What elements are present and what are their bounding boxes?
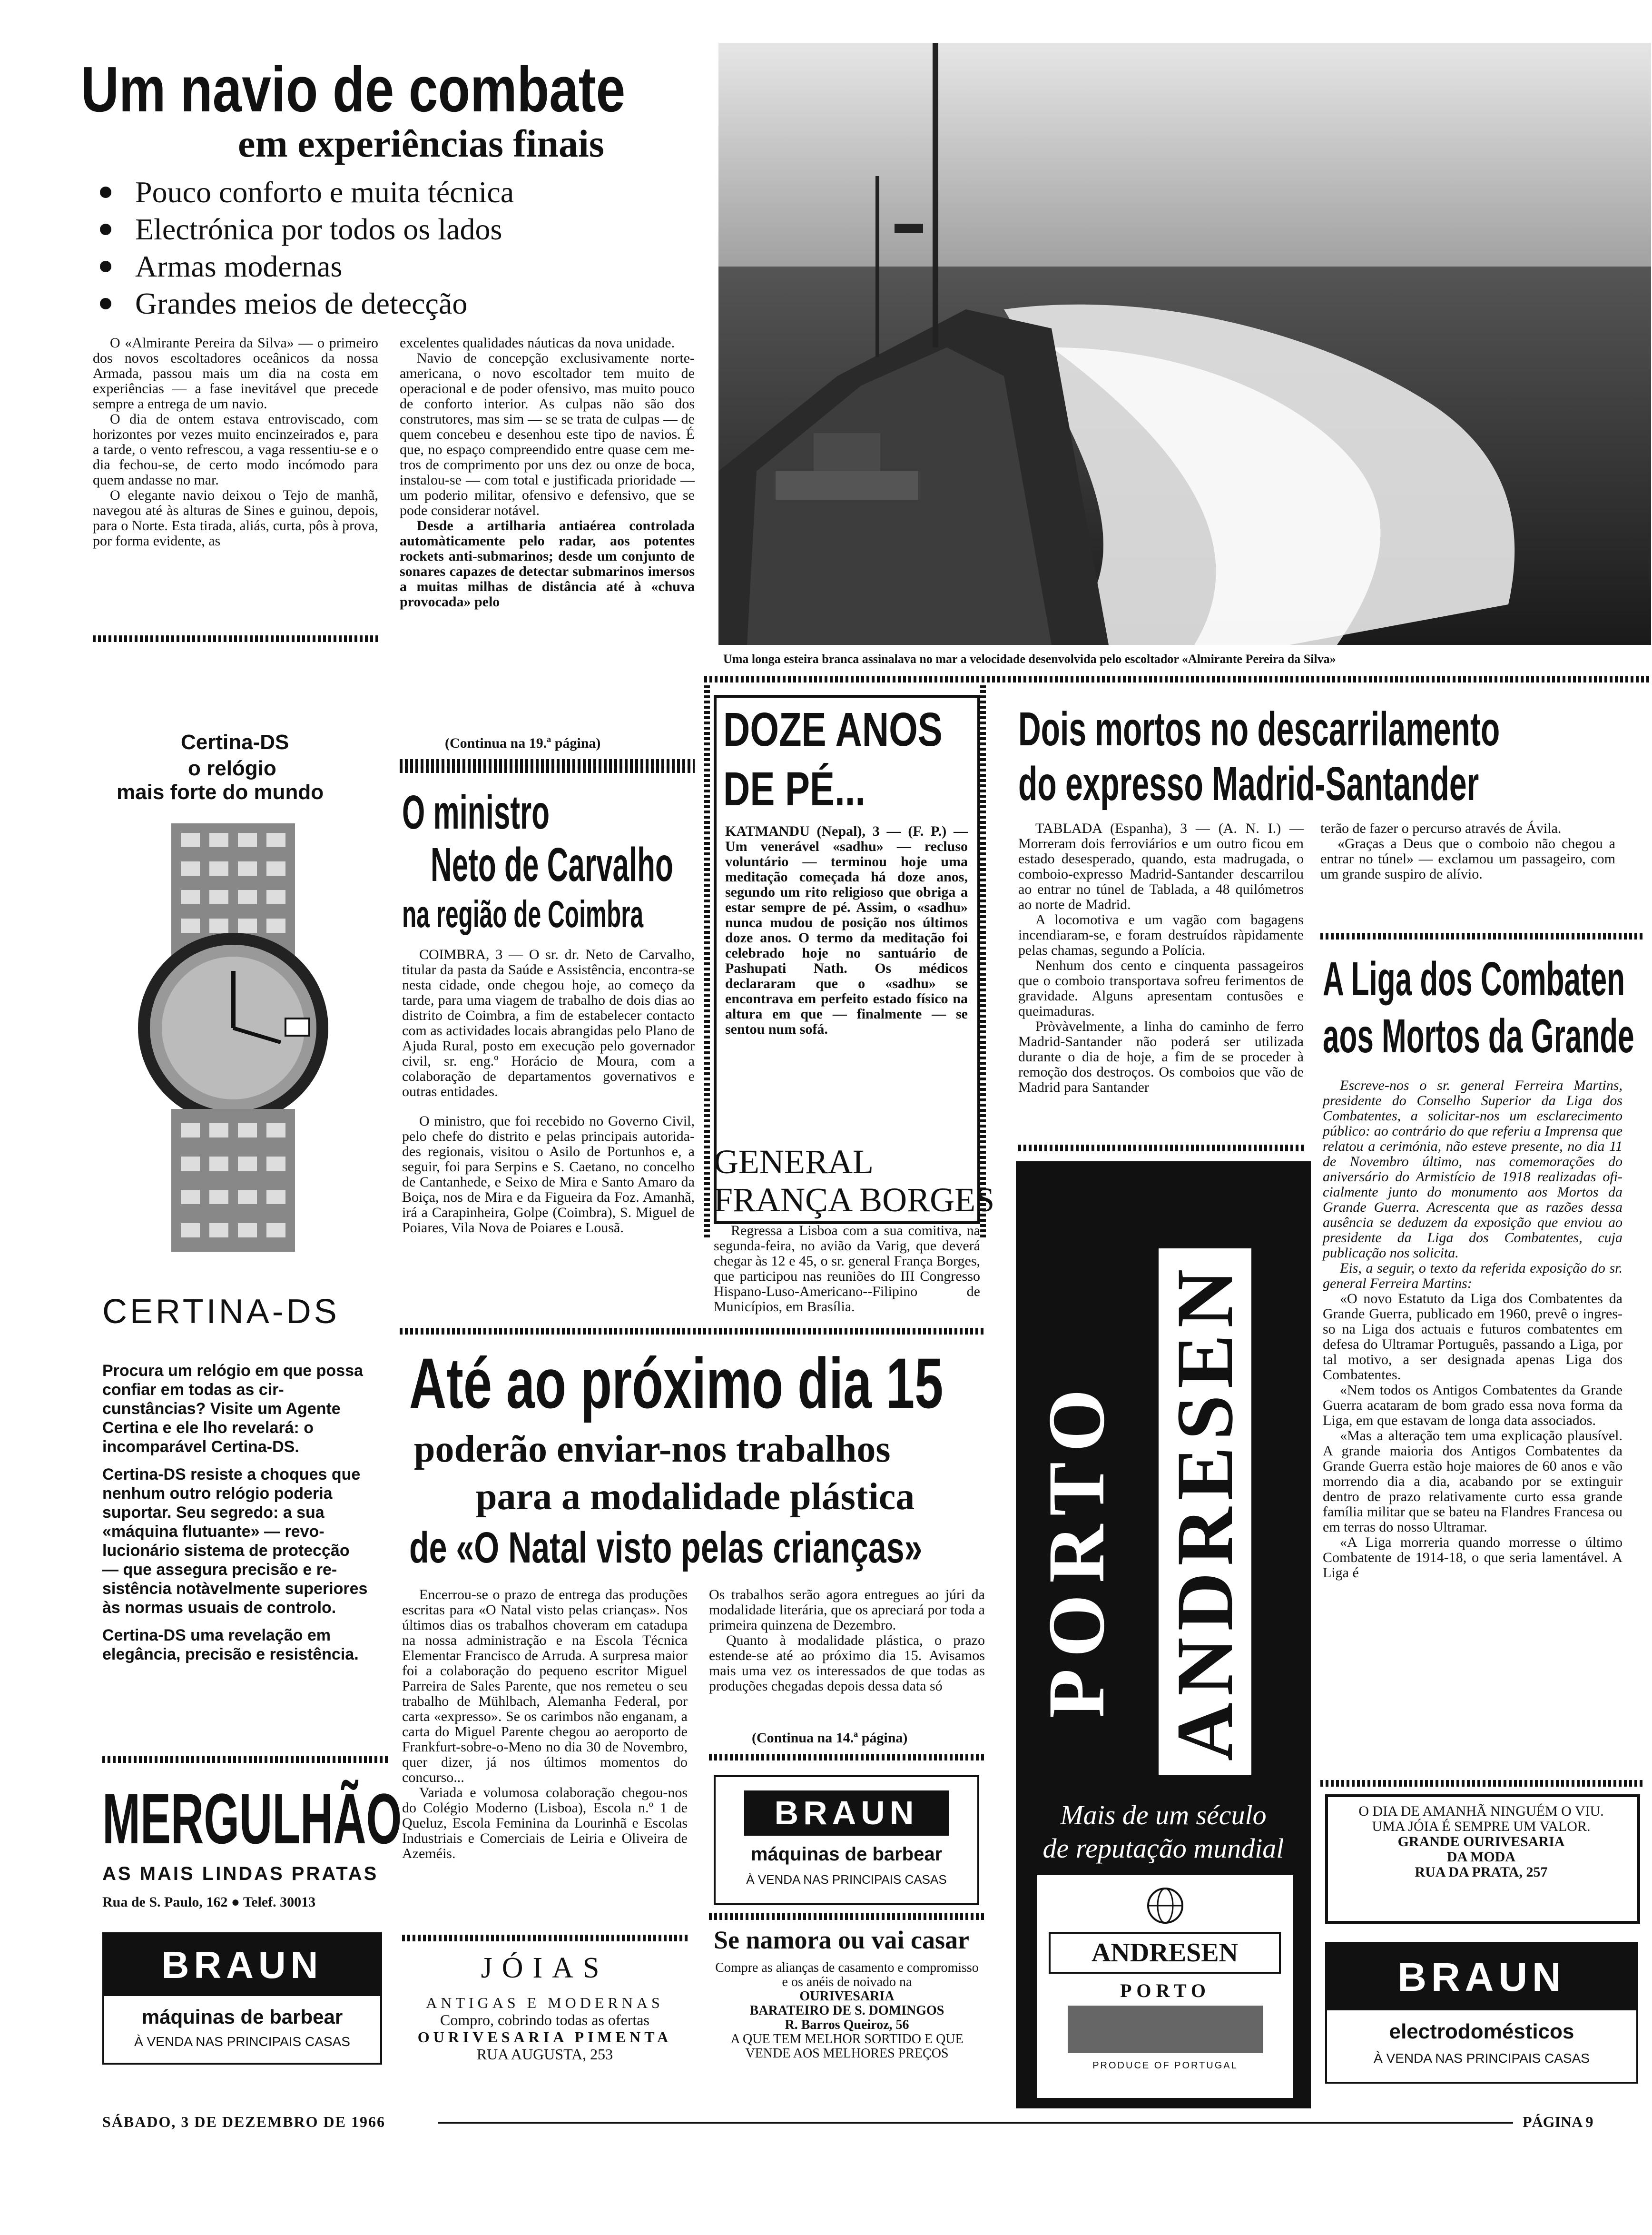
globe-icon [1146, 1887, 1184, 1925]
divider [1018, 1145, 1304, 1151]
doze-title2: DE PÉ... [723, 762, 866, 816]
subheadline-navio: em experiências finais [238, 122, 604, 165]
descarrilamento-title1: Dois mortos no descarrilamento [1018, 702, 1500, 756]
bullet-icon [100, 261, 111, 272]
braun-ad-middle [714, 1775, 979, 1905]
doze-title1: DOZE ANOS [723, 703, 943, 756]
divider [402, 1935, 688, 1941]
porto-slogan1: Mais de um século [1060, 1800, 1267, 1830]
bullet-list [100, 174, 699, 322]
divider [709, 1754, 985, 1760]
label-brand: ANDRESEN [1049, 1932, 1281, 1974]
divider [704, 676, 1651, 682]
braun-ad-left [102, 1932, 382, 2065]
ministro-title2: Neto de Carvalho [431, 838, 673, 891]
natal-column-2: Os trabalhos serão agora entregues ao júri da modalidade literária, que os apreciará por toda a primeira quinzena de Dezembro. Quanto à modalidade plástica, o prazo estende-se até ao próximo dia 15. Avisamos mais uma vez os interessados de que todas as produções chegadas depois dessa data só [709, 1587, 985, 1694]
ship-photo [718, 43, 1651, 645]
bullet-icon [100, 187, 111, 198]
general-title2: FRANÇA BORGES [714, 1181, 995, 1219]
label-signature [1068, 2006, 1263, 2053]
divider [1320, 933, 1644, 939]
natal-continua-link[interactable]: (Continua na 14.ª página) [752, 1730, 908, 1746]
certina-tag1: o relógio [188, 757, 276, 780]
divider [400, 759, 695, 766]
watch-icon [105, 823, 362, 1252]
braun-product: máquinas de barbear [141, 2006, 343, 2028]
natal-title1: Até ao próximo dia 15 [409, 1343, 944, 1423]
divider [709, 1913, 985, 1920]
ship-wake-image [718, 43, 1651, 645]
moda-ad [1325, 1794, 1640, 1924]
label-small: PRODUCE OF PORTUGAL [1092, 2060, 1238, 2071]
headline-navio: Um navio de combate [81, 53, 626, 125]
braun-logo: BRAUN [744, 1790, 949, 1836]
ministro-title1: O ministro [402, 786, 550, 839]
natal-column-1: Encerrou-se o prazo de entrega das produções escritas para «O Natal visto pelas crianças». Nos últimos dias os trabalhos choveram em catadupa na nossa administração e na Escola Técnica Elementar Francisco de Arruda. A surpresa maior foi a colaboração do pequeno escritor Miguel Parreira de Sales Parente, que nos remeteu o seu trabalho de Mühlbach, Alemanha Federal, por carta «expresso». Se os carimbos não enganam, a carta do Miguel Parente chegou ao aeroporto de Frankfurt-sobre-o-Meno no dia 30 de Novembro, quer dizer, já nos últimos momentos do concurso... Variada e volumosa colaboração chegou-nos do Colégio Moderno (Lisboa), Escola n.º 1 de Queluz, Escola Feminina da Lourinhã e Escolas Industriais e Comerciais de Leiria e Oliveira de Azeméis. [402, 1587, 688, 1861]
certina-tag2: mais forte do mundo [117, 781, 324, 804]
natal-title3: para a modalidade plástica [476, 1476, 915, 1518]
namora-title: Se namora ou vai casar [714, 1926, 969, 1954]
porto-andresen-ad [1016, 1161, 1311, 2108]
liga-title1: A Liga dos Combaten [1323, 952, 1625, 1006]
descarrilamento-column-2: terão de fazer o percurso através de Ávila. «Graças a Deus que o comboio não chegou a entrar no túnel» — exclamou um passageiro, com um grande suspiro de alívio. [1320, 821, 1615, 882]
braun-product: electrodomésticos [1389, 2020, 1574, 2043]
certina-logo: CERTINA-DS [102, 1293, 340, 1331]
braun-ad-right [1325, 1942, 1638, 2084]
mergulhao-name: MERGULHÃO [102, 1779, 402, 1859]
liga-title2: aos Mortos da Grande [1323, 1009, 1634, 1063]
footer-rule [438, 2122, 1513, 2124]
braun-sub: À VENDA NAS PRINCIPAIS CASAS [1374, 2051, 1590, 2066]
bottle-label [1037, 1875, 1293, 2098]
bullet-icon [100, 298, 111, 309]
divider [1320, 1780, 1644, 1787]
joias-text: ANTIGAS E MODERNAS Compro, cobrindo todas as ofertas OURIVESARIA PIMENTA RUA AUGUSTA, 253 [417, 1994, 672, 2063]
liga-body: Escreve-nos o sr. general Ferreira Martins, presidente do Conselho Superior da Liga dos Combatentes, a solicitar-nos um esclarecimento público: ao contrário do que referiu a Imprensa que relatou a cerimónia, não esteve presente, no dia 11 de Novembro último, nas comemorações do aniversário do Armistício de 1918 realizadas oficialmente junto do monumento aos Mortos da Grande Guerra. Acrescenta que as razões dessa ausência se deduzem da exposição que enviou ao presidente da Liga dos Combatentes, cuja publicação nos solicita. Eis, a seguir, o texto da referida exposição do sr. general Ferreira Martins: «O novo Estatuto da Liga dos Combatentes da Grande Guerra, publicado em 1960, prevê o ingresso na Liga dos actuais e futuros combatentes em defesa do Ultramar Português, passando a Liga, por tal motivo, a ser designada apenas Liga dos Combatentes. «Nem todos os Antigos Combatentes da Grande Guerra acataram de bom grado essa nova forma da Liga, em que estavam de longa data associados. «Mas a alteração tem uma explicação plausível. A grande maioria dos Antigos Combatentes da Grande Guerra estão hoje maiores de 60 anos e vão morrendo dia a dia, acabando por se extinguir dentro de prazo relativamente curto essa grande família militar que se bateu na Flandres Francesa ou em terras do nosso Ultramar. «A Liga morreria quando morresse o último Combatente de 1914-18, o que seria lamentável. A Liga é [1323, 1078, 1622, 1581]
bullet-icon [100, 224, 111, 235]
divider [400, 766, 695, 773]
doze-text: KATMANDU (Nepal), 3 — (F. P.) — Um venerável «sadhu» — recluso voluntário — terminou hoje uma meditação começada há doze anos, segundo um rito religioso que obriga a estar sempre de pé. Assim, o «sadhu» nunca mudou de posição nos últimos doze anos. O termo da meditação foi celebrado hoje no santuário de Pashupati Nath. Os médicos declararam que o «sadhu» se encontrava em perfeito estado físico na altura em que — finalmente — se sentou num sofá. [725, 823, 968, 1037]
general-title1: GENERAL [714, 1143, 874, 1181]
namora-text: Compre as alianças de casamento e compromisso e os anéis de noivado na OURIVESARIA BARATEIRO DE S. DOMINGOS R. Barros Queiroz, 56 A QUE TEM MELHOR SORTIDO E QUE VENDE AOS MELHORES PREÇOS [715, 1960, 979, 2061]
bullet-item: Grandes meios de detecção [100, 285, 699, 322]
navio-column-1: O «Almirante Pereira da Silva» — o primeiro dos novos escoltadores oceânicos da nossa Armada, passou mais um dia na costa em experiências — a fase inevitável que precede sempre a entrega de um navio. O dia de ontem estava entroviscado, com horizontes por vezes muito encinzeirados e, para a tarde, o vento refrescou, a vaga ressentiu-se e o dia fechou-se, de certo modo incómodo para quem andasse no mar. O elegante navio deixou o Tejo de manhã, navegou até às alturas de Sines e guinou, depois, para o Norte. Esta tirada, aliás, curta, pôs à prova, por forma evidente, as [93, 335, 378, 549]
moda-text: O DIA DE AMANHÃ NINGUÉM O VIU. UMA JÓIA É SEMPRE UM VALOR. GRANDE OURIVESARIA DA MODA RUA DA PRATA, 257 [1358, 1803, 1604, 1880]
certina-copy: Procura um relógio em que possa confiar em todas as circunstâncias? Visite um Agente Certina e ele lho revelará: o incomparável Certina-DS. Certina-DS resiste a choques que nenhum outro relógio poderia suportar. Seu segredo: a sua «máquina flutuante» — revolucionário sistema de protecção — que assegura precisão e resistência notàvelmente superiores às normas usuais de controlo. Certina-DS uma revelação em elegância, precisão e resistência. [102, 1362, 368, 1663]
braun-logo: BRAUN [1327, 1944, 1636, 2010]
natal-title4: de «O Natal visto pelas crianças» [409, 1523, 923, 1572]
mergulhao-address: Rua de S. Paulo, 162 ● Telef. 30013 [102, 1894, 316, 1910]
divider [400, 1328, 985, 1335]
descarrilamento-title2: do expresso Madrid-Santander [1018, 757, 1479, 811]
general-text: Regressa a Lisboa com a sua comitiva, na segunda-feira, no avião da Varig, que deverá chegar às 12 e 45, o sr. general França Borges, que participou nas reuniões do III Congresso Hispano-Luso-Americano--Filipino de Municípios, em Brasília. [714, 1223, 980, 1315]
ministro-title3: na região de Coimbra [402, 893, 644, 935]
braun-product: máquinas de barbear [750, 1844, 943, 1865]
descarrilamento-column-1: TABLADA (Espanha), 3 — (A. N. I.) — Morreram dois ferroviários e um outro ficou em estado desesperado, quando, esta madrugada, o comboio-expresso Madrid-Santander descarrilou ao entrar no túnel de Tablada, a 48 quilómetros ao norte de Madrid. A locomotiva e um vagão com bagagens incendiaram-se, e foram destruídos ràpidamente pelas chamas, segundo a Polícia. Nenhum dos cento e cinquenta passageiros que o comboio transportava sofreu ferimentos de gravidade. Alguns apresentam contusões e queimaduras. Pròvàvelmente, a linha do caminho de ferro Madrid-Santander não poderá ser utilizada durante o dia de hoje, a fim de se proceder à remoção dos destroços. Os comboios que vão de Madrid para Santander [1018, 821, 1304, 1095]
bullet-item: Armas modernas [100, 248, 699, 285]
braun-sub: À VENDA NAS PRINCIPAIS CASAS [134, 2034, 350, 2049]
braun-logo: BRAUN [104, 1934, 380, 1996]
divider [980, 685, 986, 1237]
watch-image [105, 823, 362, 1252]
navio-column-2: excelentes qualidades náuticas da nova unidade. Navio de concepção exclusivamente norte-americana, o novo escoltador tem muito de operacional e de poder ofensivo, mas muito pouco de conforto interior. As culpas não são dos construtores, mas sim — se se trata de culpas — de quem concebeu e desenhou este tipo de navios. É que, no espaço compreendido entre quase cem metros de comprimento por uns dez ou onze de boca, instalou-se — com total e justificada prioridade — um poderio militar, ofensivo e defensivo, que se pode considerar notável. Desde a artilharia antiaérea controlada automàticamente pelo radar, aos potentes rockets anti-submarinos; desde um conjunto de sonares capazes de detectar submarinos imersos a muitas milhas de distância até à «chuva provocada» pelo [400, 335, 695, 610]
divider [93, 635, 378, 642]
footer-page: PÁGINA 9 [1523, 2113, 1593, 2130]
divider [102, 1756, 388, 1763]
porto-slogan2: de reputação mundial [1042, 1833, 1284, 1864]
label-city: PORTO [1120, 1980, 1211, 2001]
ministro-body: COIMBRA, 3 — O sr. dr. Neto de Carvalho, titular da pasta da Saúde e Assistência, encontra-se nesta cidade, onde chegou hoje, ao começo da tarde, para uma viagem de trabalho de dois dias ao distrito de Coimbra, a fim de estabelecer contacto com as actividades locais abrangidas pelo Plano de Ajuda Rural, posto em execução pelo governador civil, sr. eng.º Horácio de Moura, com a colaboração de departamentos governativos e outras entidades. O ministro, que foi recebido no Governo Civil, pelo chefe do distrito e pelas principais autoridades regionais, visitou o Asilo de Portunhos e, a seguir, foi para Serpins e S. Caetano, no concelho de Cantanhede, e Seixo de Mira e Santo Amaro da Boiça, nos de Mira e da Figueira da Foz. Amanhã, irá a Carapinheira, Golpe (Coimbra), S. Miguel de Poiares, Vila Nova de Poiares e Lousã. [402, 947, 695, 1236]
andresen-text: ANDRESEN [1159, 1248, 1251, 1775]
divider [704, 685, 710, 1237]
footer-date: SÁBADO, 3 DE DEZEMBRO DE 1966 [102, 2113, 385, 2130]
bullet-item: Electrónica por todos os lados [100, 211, 699, 248]
natal-title2: poderão enviar-nos trabalhos [414, 1428, 891, 1470]
mergulhao-tag: AS MAIS LINDAS PRATAS [102, 1863, 379, 1884]
photo-caption: Uma longa esteira branca assinalava no mar a velocidade desenvolvida pelo escoltador «Almirante Pereira da Silva» [723, 652, 1336, 666]
bullet-item: Pouco conforto e muita técnica [100, 174, 699, 211]
porto-text: PORTO [1032, 1377, 1121, 1718]
joias-title: JÓIAS [481, 1952, 609, 1984]
certina-brand: Certina-DS [181, 731, 289, 754]
braun-sub: À VENDA NAS PRINCIPAIS CASAS [746, 1872, 947, 1887]
continua-link[interactable]: (Continua na 19.ª página) [445, 735, 601, 751]
